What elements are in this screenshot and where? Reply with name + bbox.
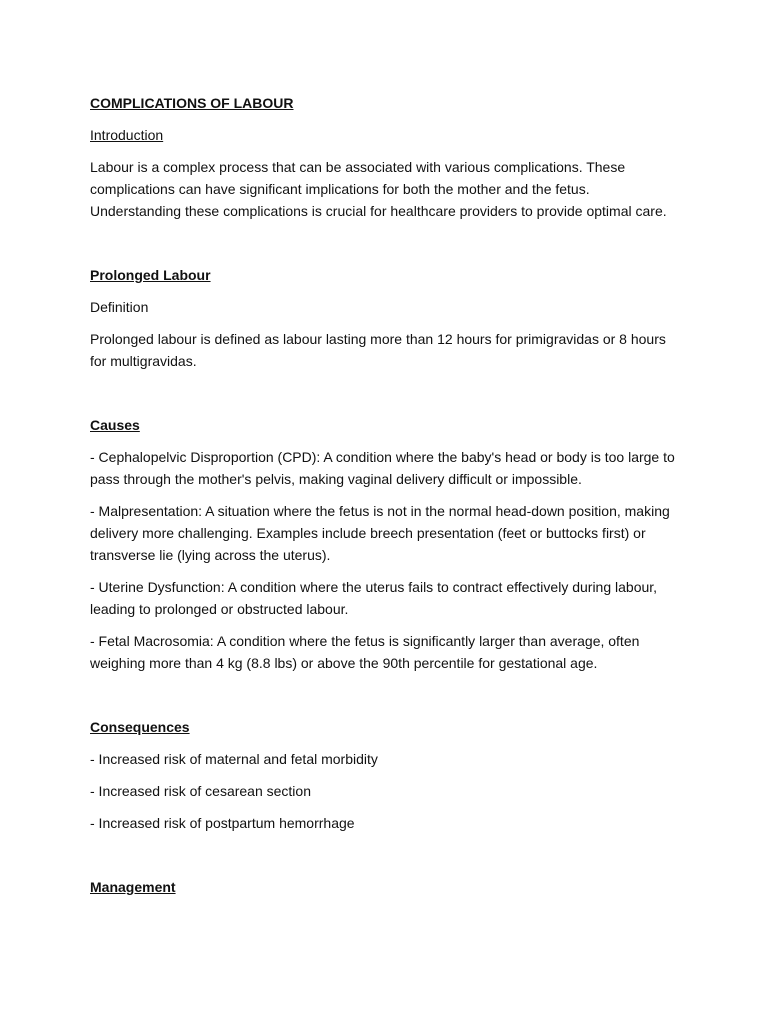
cause-item-cpd: - Cephalopelvic Disproportion (CPD): A condition where the baby's head or body is too large to pass through the mother's pelvis, making vaginal delivery difficult or impossible. — [90, 449, 675, 487]
section-spacer — [90, 844, 680, 876]
causes-heading: Causes — [90, 417, 140, 433]
consequences-heading: Consequences — [90, 719, 190, 735]
definition-heading: Definition — [90, 299, 149, 315]
cause-item-fetal-macrosomia: - Fetal Macrosomia: A condition where the fetus is significantly larger than average, often weighing more than 4 kg (8.8 lbs) or above the 90th percentile for gestational age. — [90, 633, 640, 671]
introduction-heading: Introduction — [90, 127, 164, 143]
introduction-paragraph: Labour is a complex process that can be associated with various complications. These complications can have significant implications for both the mother and the fetus. Understanding these complications is crucial for healthcare providers to provide optimal care. — [90, 159, 667, 219]
document-page — [90, 92, 680, 908]
consequence-item-morbidity: - Increased risk of maternal and fetal morbidity — [90, 751, 378, 767]
consequence-item-cesarean: - Increased risk of cesarean section — [90, 783, 311, 799]
document-title: COMPLICATIONS OF LABOUR — [90, 95, 294, 111]
section-spacer — [90, 684, 680, 716]
cause-item-malpresentation: - Malpresentation: A situation where the fetus is not in the normal head-down position, making delivery more challenging. Examples include breech presentation (feet or buttocks first) or transverse lie (lying across the uterus). — [90, 503, 670, 563]
management-heading: Management — [90, 879, 176, 895]
section-spacer — [90, 382, 680, 414]
consequence-item-hemorrhage: - Increased risk of postpartum hemorrhage — [90, 815, 355, 831]
section-spacer — [90, 232, 680, 264]
prolonged-labour-heading: Prolonged Labour — [90, 267, 211, 283]
cause-item-uterine-dysfunction: - Uterine Dysfunction: A condition where the uterus fails to contract effectively during labour, leading to prolonged or obstructed labour. — [90, 579, 658, 617]
definition-paragraph: Prolonged labour is defined as labour lasting more than 12 hours for primigravidas or 8 hours for multigravidas. — [90, 331, 666, 369]
